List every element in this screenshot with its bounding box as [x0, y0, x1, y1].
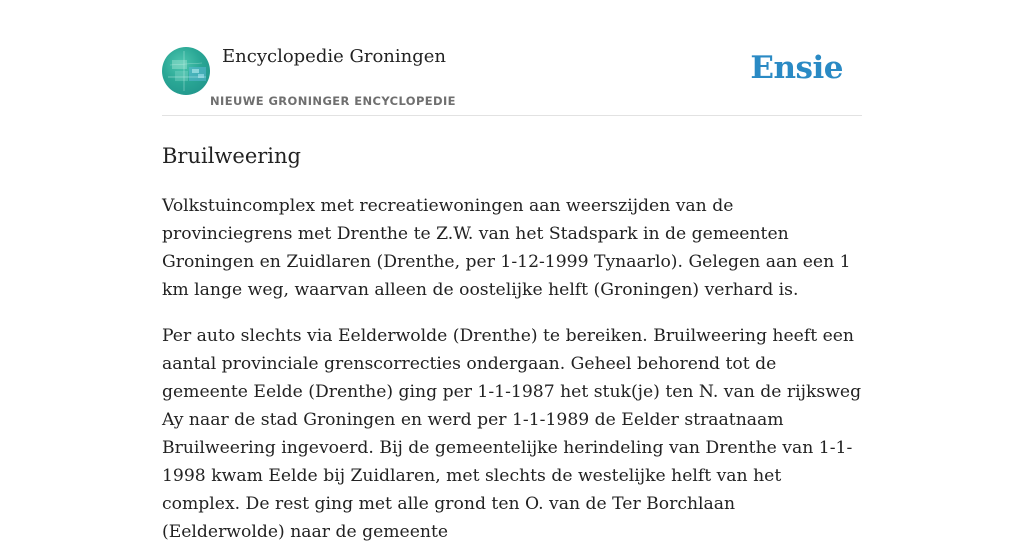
page-container — [162, 0, 862, 546]
map-logo-icon[interactable] — [162, 47, 210, 95]
ensie-brand-link[interactable]: Ensie — [750, 50, 843, 86]
site-subtitle: NIEUWE GRONINGER ENCYCLOPEDIE — [210, 94, 456, 108]
article-title: Bruilweering — [162, 144, 301, 168]
article-body — [162, 192, 862, 546]
site-header — [162, 0, 862, 116]
site-title[interactable]: Encyclopedie Groningen — [222, 46, 447, 67]
article-paragraph-2: Per auto slechts via Eelderwolde (Drenthe) te bereiken. Bruilweering heeft een aantal provinciale grenscorrecties ondergaan. Geheel behorend tot de gemeente Eelde (Drenthe) ging per 1-1-1987 het stuk(je) ten N. van de rijksweg Ay naar de stad Groningen en werd per 1-1-1989 de Eelder straatnaam Bruilweering ingevoerd. Bij de gemeentelijke herindeling van Drenthe van 1-1-1998 kwam Eelde bij Zuidlaren, met slechts de westelijke helft van het complex. De rest ging met alle grond ten O. van de Ter Borchlaan (Eelderwolde) naar de gemeente — [162, 326, 862, 542]
article-paragraph-1: Volkstuincomplex met recreatiewoningen aan weerszijden van de provinciegrens met Drenthe te Z.W. van het Stadspark in de gemeenten Groningen en Zuidlaren (Drenthe, per 1-12-1999 Tynaarlo). Gelegen aan een 1 km lange weg, waarvan alleen de oostelijke helft (Groningen) verhard is. — [162, 196, 851, 300]
